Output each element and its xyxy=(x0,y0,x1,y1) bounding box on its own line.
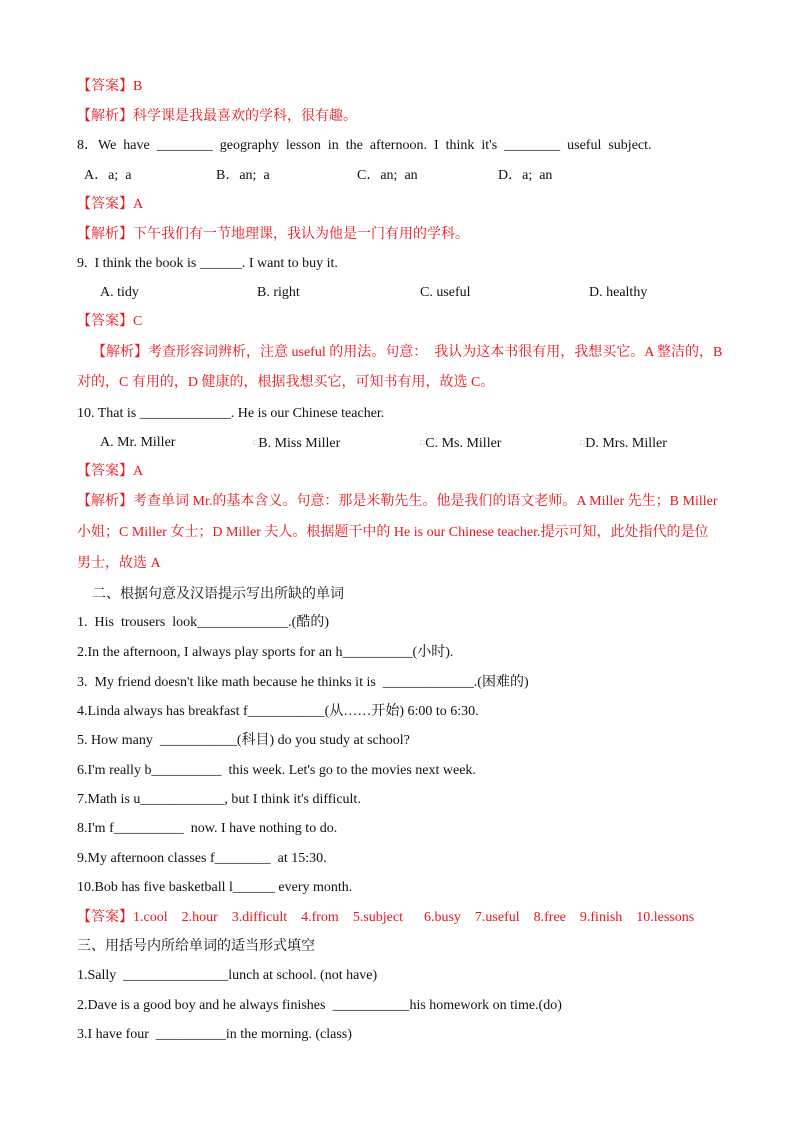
question-8: 8．We have ________ geography lesson in the afternoon. I think it's ________ useful subject. xyxy=(77,138,652,153)
q10-option-d-label: D. Mrs. Miller xyxy=(585,436,667,451)
q9-option-a: A. tidy xyxy=(100,285,139,300)
answer-q9: 【答案】C xyxy=(77,314,143,329)
section-2-item-10: 10.Bob has five basketball l______ every month. xyxy=(77,880,353,895)
q10-option-b-label: B. Miss Miller xyxy=(258,436,341,451)
answer-q10: 【答案】A xyxy=(77,464,144,479)
answer-q8: 【答案】A xyxy=(77,197,144,212)
section-2-item-2: 2.In the afternoon, I always play sports for an h__________(小时). xyxy=(77,645,454,660)
section-2-item-6: 6.I'm really b__________ this week. Let's go to the movies next week. xyxy=(77,763,476,778)
section-3-item-3: 3.I have four __________in the morning. (class) xyxy=(77,1027,352,1042)
section-2-item-5: 5. How many ___________(科目) do you study at school? xyxy=(77,733,410,748)
q10-option-c-label: C. Ms. Miller xyxy=(425,436,502,451)
explanation-q10-line3: 男士，故选 A xyxy=(77,556,161,571)
explanation-q8: 【解析】下午我们有一节地理课，我认为他是一门有用的学科。 xyxy=(77,227,469,242)
section-2-answers: 【答案】1.cool 2.hour 3.difficult 4.from 5.subject 6.busy 7.useful 8.free 9.finish 10.lessons xyxy=(77,910,695,925)
explanation-q10-line1: 【解析】考查单词 Mr.的基本含义。句意：那是米勒先生。他是我们的语文老师。A Miller 先生；B Miller xyxy=(77,494,718,509)
section-2-item-7: 7.Math is u____________, but I think it's difficult. xyxy=(77,792,361,807)
q9-option-b: B. right xyxy=(257,285,300,300)
section-2-heading: 二、根据句意及汉语提示写出所缺的单词 xyxy=(92,587,344,602)
explanation-q9-line2: 对的，C 有用的，D 健康的，根据我想买它，可知书有用，故选 C。 xyxy=(77,375,495,390)
q8-option-b: B．an; a xyxy=(216,168,270,183)
explanation-q7: 【解析】科学课是我最喜欢的学科，很有趣。 xyxy=(77,109,357,124)
section-3-item-1: 1.Sally _______________lunch at school. (not have) xyxy=(77,968,378,983)
q8-option-d: D．a; an xyxy=(498,168,553,183)
q9-option-c: C. useful xyxy=(420,285,471,300)
q8-option-c: C．an; an xyxy=(357,168,418,183)
section-2-item-9: 9.My afternoon classes f________ at 15:30. xyxy=(77,851,327,866)
q10-option-b xyxy=(253,433,340,454)
explanation-q10-line2: 小姐；C Miller 女士；D Miller 夫人。根据题干中的 He is our Chinese teacher.提示可知，此处指代的是位 xyxy=(77,525,709,540)
question-9: 9. I think the book is ______. I want to buy it. xyxy=(77,256,338,271)
section-2-item-3: 3. My friend doesn't like math because he thinks it is _____________.(困难的) xyxy=(77,675,529,690)
answer-q7: 【答案】B xyxy=(77,79,143,94)
question-10: 10. That is _____________. He is our Chinese teacher. xyxy=(77,406,385,421)
q9-option-d: D. healthy xyxy=(589,285,648,300)
section-2-item-8: 8.I'm f__________ now. I have nothing to do. xyxy=(77,821,338,836)
section-3-heading: 三、用括号内所给单词的适当形式填空 xyxy=(77,939,315,954)
explanation-q9-line1: 【解析】考查形容词辨析，注意 useful 的用法。句意： 我认为这本书很有用，我想买它。A 整洁的，B xyxy=(92,345,723,360)
q10-option-a: A. Mr. Miller xyxy=(100,435,176,450)
section-3-item-2: 2.Dave is a good boy and he always finishes ___________his homework on time.(do) xyxy=(77,998,562,1013)
section-2-item-1: 1. His trousers look_____________.(酷的) xyxy=(77,615,329,630)
q10-option-c xyxy=(420,433,501,454)
section-2-item-4: 4.Linda always has breakfast f___________(从……开始) 6:00 to 6:30. xyxy=(77,704,479,719)
q8-option-a: A．a; a xyxy=(84,168,132,183)
q10-option-d xyxy=(580,433,667,454)
